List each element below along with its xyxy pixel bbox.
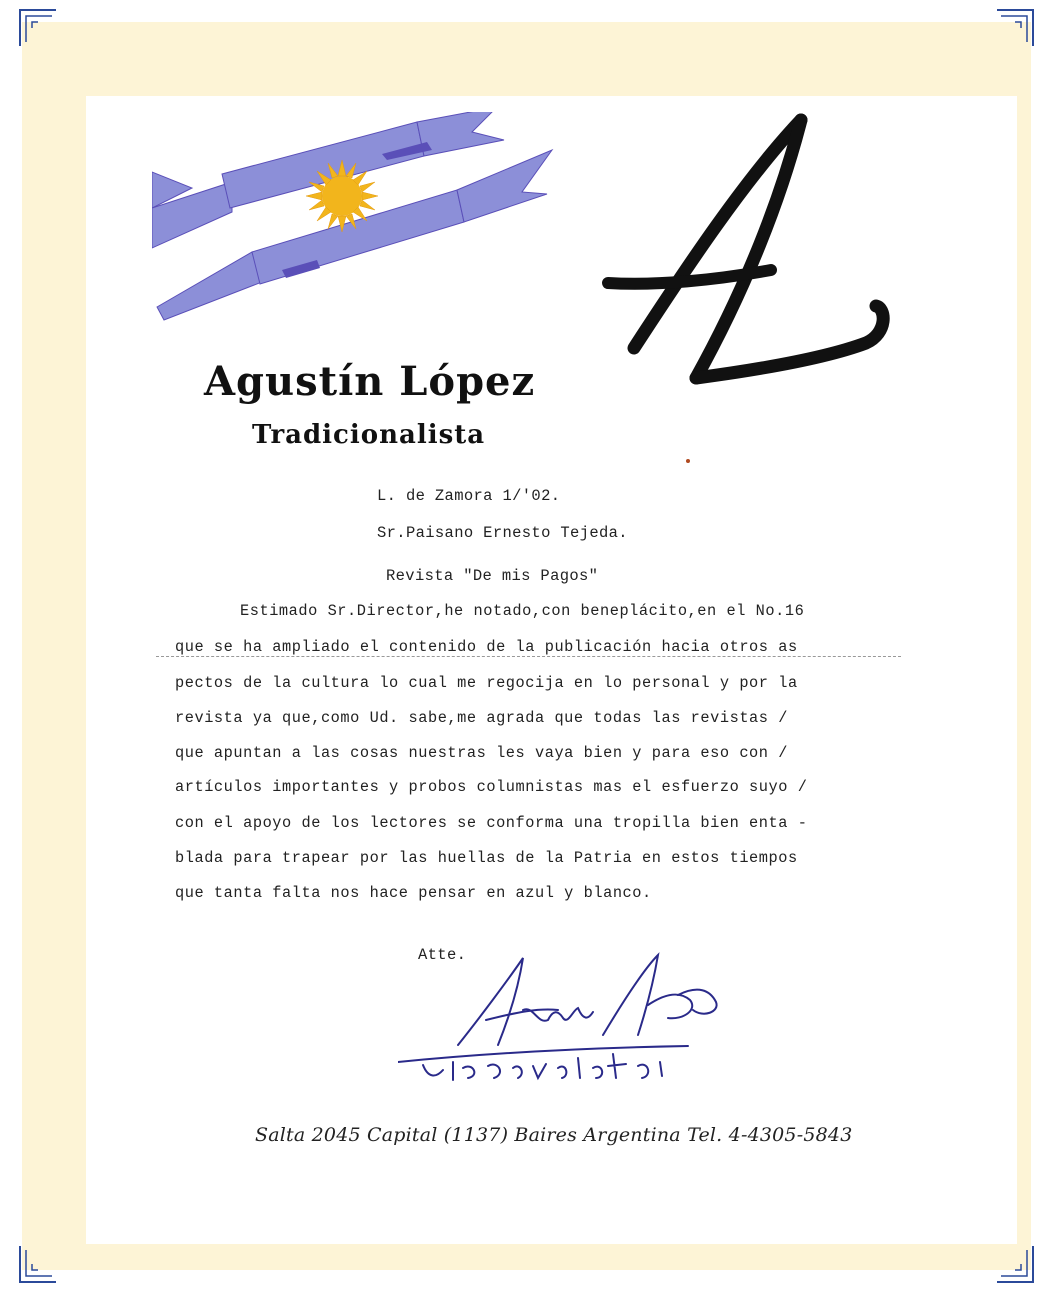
body-line: que apuntan a las cosas nuestras les vaya bien y para eso con / [175, 744, 788, 762]
corner-ornament-icon [995, 1244, 1035, 1284]
corner-ornament-icon [18, 1244, 58, 1284]
letterhead-title: Tradicionalista [252, 420, 486, 450]
ink-dot [686, 459, 690, 463]
publication: Revista "De mis Pagos" [386, 567, 599, 585]
argentine-flag-ribbon-icon [152, 112, 562, 344]
closing: Atte. [418, 946, 467, 964]
letterhead-name: Agustín López [204, 358, 536, 405]
body-line: que tanta falta nos hace pensar en azul y blanco. [175, 884, 652, 902]
body-line: blada para trapear por las huellas de la Patria en estos tiempos [175, 849, 798, 867]
body-line: que se ha ampliado el contenido de la publicación hacia otros as [175, 638, 798, 656]
place-date: L. de Zamora 1/'02. [377, 487, 561, 505]
body-line: artículos importantes y probos columnistas mas el esfuerzo suyo / [175, 778, 808, 796]
al-monogram [596, 108, 896, 398]
body-line: pectos de la cultura lo cual me regocija en lo personal y por la [175, 674, 798, 692]
footer-address: Salta 2045 Capital (1137) Baires Argentina Tel. 4-4305-5843 [255, 1124, 853, 1146]
corner-ornament-icon [18, 8, 58, 48]
body-line: Estimado Sr.Director,he notado,con beneplácito,en el No.16 [240, 602, 805, 620]
handwritten-signature [398, 950, 728, 1090]
body-line: revista ya que,como Ud. sabe,me agrada que todas las revistas / [175, 709, 788, 727]
corner-ornament-icon [995, 8, 1035, 48]
body-line: con el apoyo de los lectores se conforma una tropilla bien enta - [175, 814, 808, 832]
rule-mark [156, 656, 901, 657]
recipient: Sr.Paisano Ernesto Tejeda. [377, 524, 628, 542]
